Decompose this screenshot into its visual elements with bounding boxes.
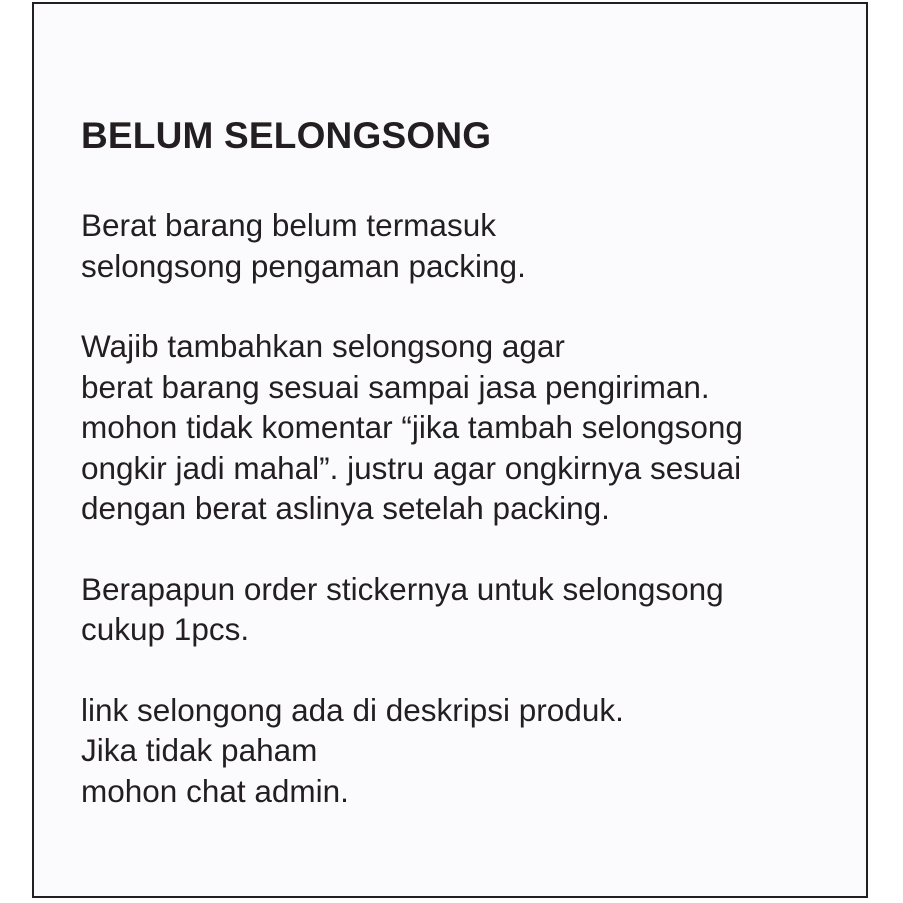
text-line: mohon tidak komentar “jika tambah selongsong — [81, 409, 743, 445]
text-line: berat barang sesuai sampai jasa pengiriman. — [81, 368, 710, 405]
text-line: Berapapun order stickernya untuk selongsong — [81, 570, 724, 607]
notice-content — [81, 114, 856, 811]
paragraph-quantity-note — [81, 569, 856, 650]
text-line: selongsong pengaman packing. — [81, 247, 526, 284]
text-line: link selongong ada di deskripsi produk. — [81, 691, 624, 728]
text-line: ongkir jadi mahal”. justru agar ongkirnya sesuai — [81, 449, 742, 486]
notice-card — [32, 2, 868, 898]
paragraph-weight-note — [81, 205, 856, 286]
paragraph-mandatory-note — [81, 326, 856, 529]
notice-title: BELUM SELONGSONG — [81, 115, 492, 156]
text-line: cukup 1pcs. — [81, 611, 250, 647]
text-line: dengan berat aslinya setelah packing. — [81, 490, 610, 526]
text-line: Berat barang belum termasuk — [81, 207, 496, 243]
text-line: Jika tidak paham — [81, 732, 318, 768]
text-line: mohon chat admin. — [81, 772, 349, 809]
paragraph-help-note — [81, 690, 856, 812]
text-line: Wajib tambahkan selongsong agar — [81, 328, 565, 364]
